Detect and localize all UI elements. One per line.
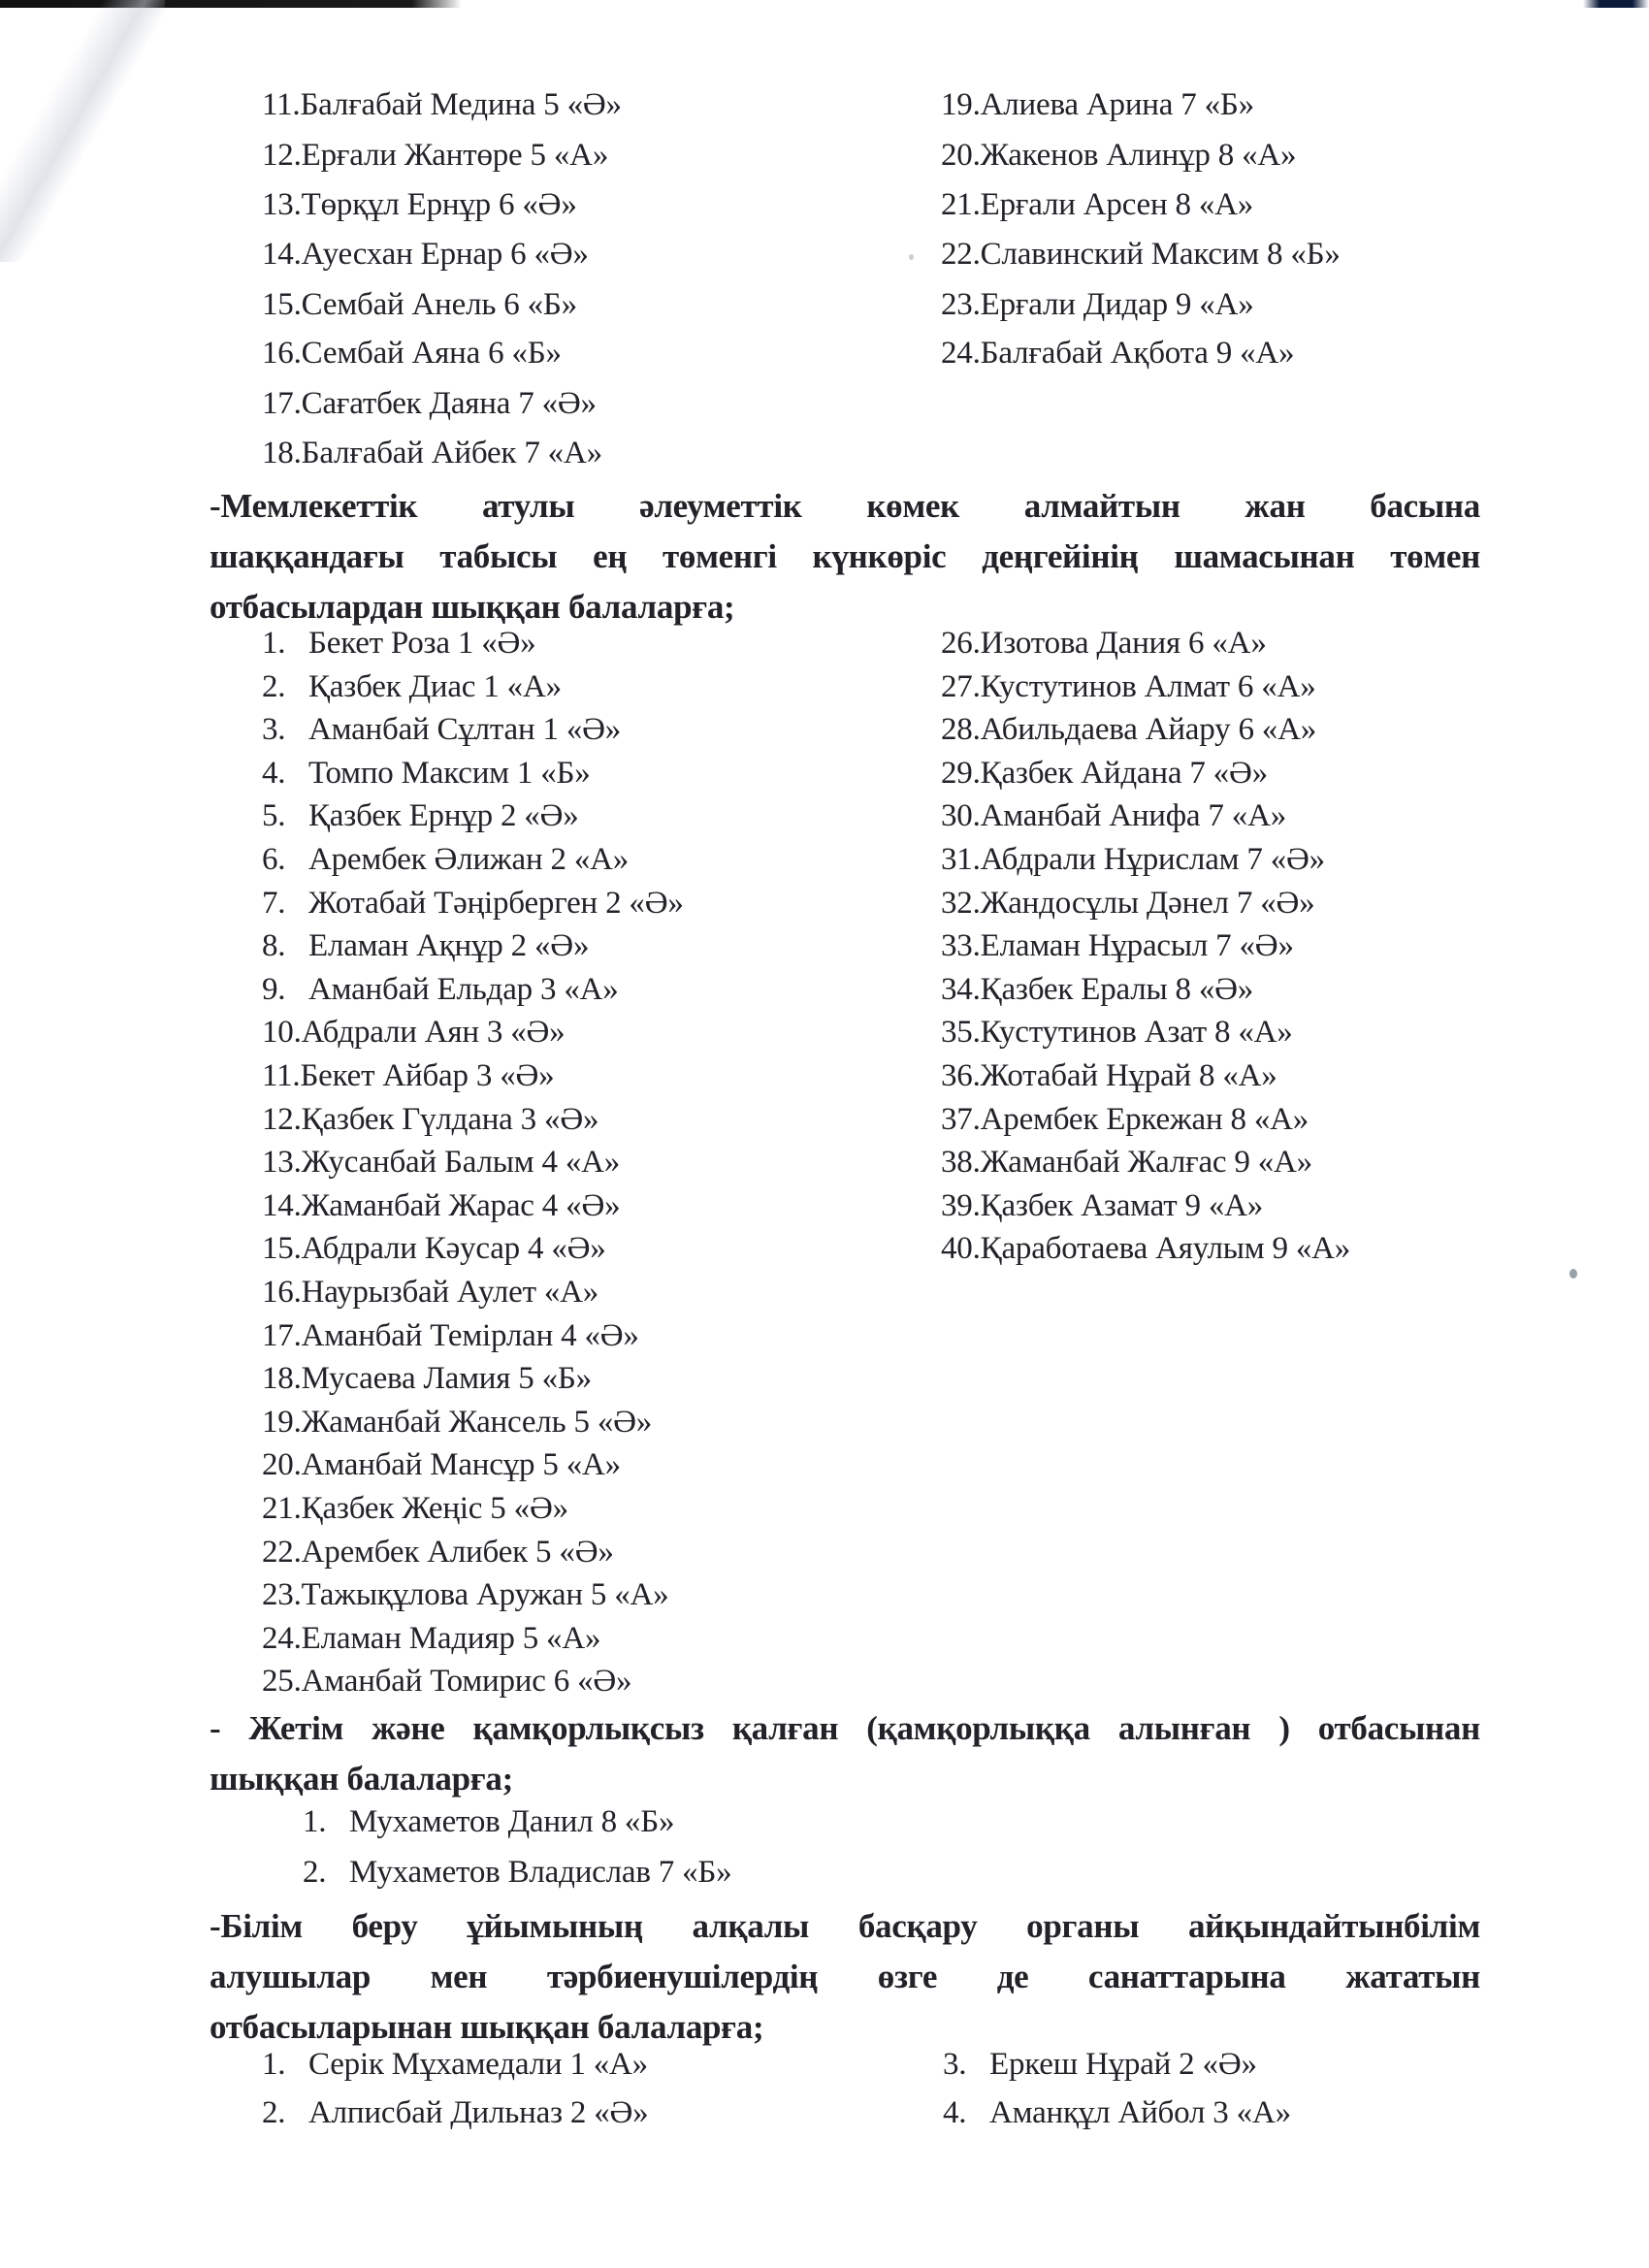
list-item: [941, 926, 1294, 965]
item-text: Еламан Мадияр 5 «А»: [301, 1620, 601, 1656]
item-number: 22.: [262, 1534, 302, 1570]
item-text: Мусаева Ламия 5 «Б»: [301, 1361, 592, 1397]
item-text: Арембек Еркежан 8 «А»: [980, 1101, 1310, 1137]
item-number: 1.: [262, 2047, 286, 2082]
item-text: Жотабай Тәңірберген 2 «Ә»: [308, 885, 684, 921]
item-number: 11.: [262, 1058, 301, 1093]
list-item: [262, 710, 621, 749]
section-heading-orphans: [210, 1703, 1480, 1804]
list-item: [941, 1100, 1309, 1139]
item-number: 18.: [262, 1361, 302, 1397]
item-number: 28.: [941, 712, 981, 748]
item-text: Қазбек Диас 1 «А»: [308, 668, 562, 704]
item-number: 15.: [262, 287, 302, 322]
item-text: Ерғали Жантөре 5 «А»: [301, 138, 609, 173]
list-item: [941, 710, 1316, 749]
item-number: 19.: [262, 1404, 302, 1440]
item-number: 13.: [262, 187, 302, 222]
list-item: [262, 1229, 606, 1268]
list-item: [262, 667, 562, 706]
item-text: Ауесхан Ернар 6 «Ә»: [301, 237, 589, 272]
list-item: [943, 2045, 1257, 2084]
item-number: 24.: [941, 336, 981, 371]
item-text: Томпо Максим 1 «Б»: [308, 755, 591, 791]
list-item: [941, 85, 1254, 124]
item-number: 21.: [941, 187, 981, 222]
list-item: [262, 796, 579, 835]
item-text: Кустутинов Азат 8 «А»: [980, 1015, 1293, 1051]
item-number: 24.: [262, 1620, 302, 1656]
item-text: Қазбек Азамат 9 «А»: [980, 1187, 1264, 1223]
item-number: 20.: [262, 1447, 302, 1483]
list-item: [262, 334, 562, 373]
list-item: [943, 2093, 1291, 2132]
list-item: [262, 1359, 592, 1398]
list-item: [303, 1853, 731, 1892]
list-item: [262, 1143, 620, 1182]
list-item: [262, 1619, 600, 1658]
item-number: 17.: [262, 1317, 302, 1353]
page-fold-shadow: [0, 0, 165, 262]
item-number: 21.: [262, 1491, 302, 1526]
list-item: [941, 136, 1296, 175]
item-text: Қазбек Гүлдана 3 «Ә»: [301, 1101, 599, 1137]
heading-line: -Білім беру ұйымының алқалы басқару органы айқындайтынбілім: [210, 1907, 1480, 1945]
item-number: 25.: [262, 1664, 302, 1700]
item-text: Аманбай Мансұр 5 «А»: [301, 1447, 621, 1483]
item-text: Абдрали Аян 3 «Ә»: [301, 1015, 566, 1051]
item-text: Жотабай Нұрай 8 «А»: [980, 1058, 1277, 1093]
item-number: 12.: [262, 1101, 302, 1137]
list-item: [262, 384, 597, 423]
item-text: Еламан Нұрасыл 7 «Ә»: [980, 928, 1294, 964]
item-number: 27.: [941, 668, 981, 704]
item-number: 10.: [262, 1015, 302, 1051]
item-number: 3.: [943, 2047, 967, 2082]
item-text: Сағатбек Даяна 7 «Ә»: [301, 386, 597, 421]
item-text: Ерғали Дидар 9 «А»: [980, 287, 1254, 322]
item-number: 16.: [262, 1275, 302, 1310]
item-number: 17.: [262, 386, 302, 421]
item-text: Тажықұлова Аружан 5 «А»: [301, 1577, 669, 1613]
item-text: Изотова Дания 6 «А»: [980, 626, 1267, 661]
list-item: [262, 1056, 554, 1095]
list-item: [262, 185, 577, 224]
item-number: 3.: [262, 712, 286, 748]
item-number: 39.: [941, 1187, 981, 1223]
item-number: 23.: [941, 287, 981, 322]
heading-line: шыққан балаларға;: [210, 1760, 513, 1798]
section-heading-low-income: [210, 481, 1480, 632]
item-text: Аманқұл Айбол 3 «А»: [989, 2095, 1291, 2130]
item-text: Жаманбай Жансель 5 «Ә»: [301, 1404, 653, 1440]
heading-line: - Жетім және қамқорлықсыз қалған (қамқорлыққа алынған ) отбасынан: [210, 1709, 1480, 1747]
list-item: [262, 1316, 639, 1355]
list-item: [941, 667, 1316, 706]
item-text: Жандосұлы Дәнел 7 «Ә»: [980, 885, 1315, 921]
item-text: Жаманбай Жалғас 9 «А»: [980, 1145, 1312, 1181]
list-item: [262, 1489, 568, 1528]
item-text: Аманбай Анифа 7 «А»: [980, 798, 1287, 834]
item-number: 4.: [262, 755, 286, 791]
list-item: [262, 2045, 648, 2084]
list-item: [941, 1056, 1277, 1095]
item-text: Аманбай Ельдар 3 «А»: [308, 971, 619, 1007]
list-item: [262, 970, 619, 1009]
item-number: 2.: [303, 1855, 327, 1890]
list-item: [941, 796, 1286, 835]
item-text: Арембек Әлижан 2 «А»: [308, 842, 630, 877]
item-number: 20.: [941, 138, 981, 173]
item-text: Бекет Айбар 3 «Ә»: [300, 1058, 555, 1093]
list-item: [941, 1186, 1263, 1225]
item-number: 23.: [262, 1577, 302, 1613]
list-item: [262, 840, 629, 879]
item-number: 7.: [262, 885, 286, 921]
item-number: 35.: [941, 1015, 981, 1051]
list-item: [262, 1662, 631, 1701]
list-item: [262, 754, 591, 793]
item-text: Славинский Максим 8 «Б»: [980, 237, 1341, 272]
heading-line: алушылар мен тәрбиенушілердің өзге де санаттарына жататын: [210, 1958, 1480, 1995]
item-number: 11.: [262, 87, 301, 122]
list-item: [262, 85, 622, 124]
item-text: Мухаметов Владислав 7 «Б»: [349, 1855, 732, 1890]
item-text: Еламан Ақнұр 2 «Ә»: [308, 928, 590, 964]
item-number: 12.: [262, 138, 302, 173]
item-text: Балғабай Айбек 7 «А»: [301, 436, 602, 470]
item-text: Аманбай Сұлтан 1 «Ә»: [308, 712, 622, 748]
item-text: Абильдаева Айару 6 «А»: [980, 712, 1317, 748]
scan-speck: [909, 254, 914, 260]
list-item: [262, 2093, 648, 2132]
list-item: [262, 434, 602, 472]
list-item: [941, 970, 1253, 1009]
item-number: 14.: [262, 237, 302, 272]
item-number: 2.: [262, 668, 286, 704]
item-text: Еркеш Нұрай 2 «Ә»: [989, 2047, 1257, 2082]
item-number: 6.: [262, 842, 286, 877]
list-item: [941, 884, 1314, 923]
list-item: [941, 1229, 1350, 1268]
list-item: [941, 334, 1294, 373]
item-number: 16.: [262, 336, 302, 371]
list-item: [262, 136, 608, 175]
item-text: Наурызбай Аулет «А»: [301, 1275, 599, 1310]
item-text: Балғабай Ақбота 9 «А»: [980, 336, 1295, 371]
item-number: 9.: [262, 971, 286, 1007]
list-item: [941, 754, 1268, 793]
item-text: Аманбай Темірлан 4 «Ә»: [301, 1317, 639, 1353]
item-number: 36.: [941, 1058, 981, 1093]
list-item: [262, 926, 589, 965]
item-number: 15.: [262, 1231, 302, 1267]
list-item: [262, 624, 535, 663]
item-text: Алиева Арина 7 «Б»: [980, 87, 1254, 122]
item-number: 40.: [941, 1231, 981, 1267]
item-number: 4.: [943, 2095, 967, 2130]
item-number: 38.: [941, 1145, 981, 1181]
item-text: Абдрали Кәусар 4 «Ә»: [301, 1231, 606, 1267]
item-number: 34.: [941, 971, 981, 1007]
list-item: [262, 1100, 598, 1139]
list-item: [941, 1013, 1293, 1052]
item-number: 37.: [941, 1101, 981, 1137]
item-number: 22.: [941, 237, 981, 272]
section-heading-other: [210, 1901, 1480, 2053]
item-number: 1.: [262, 626, 286, 661]
list-item: [262, 1013, 566, 1052]
item-text: Жакенов Алинұр 8 «А»: [980, 138, 1297, 173]
item-text: Қазбек Айдана 7 «Ә»: [980, 755, 1268, 791]
list-item: [303, 1802, 674, 1841]
list-item: [262, 285, 577, 324]
list-item: [262, 1273, 598, 1312]
item-text: Алписбай Дильназ 2 «Ә»: [308, 2095, 649, 2130]
item-text: Қазбек Жеңіс 5 «Ә»: [301, 1491, 568, 1526]
item-text: Қазбек Ернұр 2 «Ә»: [308, 798, 579, 834]
item-text: Аманбай Томирис 6 «Ә»: [301, 1664, 632, 1700]
item-number: 2.: [262, 2095, 286, 2130]
list-item: [941, 285, 1254, 324]
item-text: Балғабай Медина 5 «Ә»: [300, 87, 622, 122]
scan-edge-artifact: [0, 0, 1649, 8]
item-text: Арембек Алибек 5 «Ә»: [301, 1534, 614, 1570]
item-number: 26.: [941, 626, 981, 661]
list-item: [262, 884, 684, 923]
item-text: Кустутинов Алмат 6 «А»: [980, 668, 1316, 704]
list-item: [941, 840, 1325, 879]
item-text: Мухаметов Данил 8 «Б»: [349, 1804, 675, 1839]
heading-line: отбасылардан шыққан балаларға;: [210, 588, 735, 626]
item-number: 14.: [262, 1187, 302, 1223]
list-item: [941, 235, 1341, 274]
item-text: Жусанбай Балым 4 «А»: [301, 1145, 621, 1181]
list-item: [262, 1533, 614, 1571]
list-item: [941, 1143, 1312, 1182]
item-text: Жаманбай Жарас 4 «Ә»: [301, 1187, 621, 1223]
list-item: [941, 624, 1267, 663]
item-number: 30.: [941, 798, 981, 834]
item-text: Серік Мұхамедали 1 «А»: [308, 2047, 648, 2082]
item-number: 8.: [262, 928, 286, 964]
heading-line: -Мемлекеттік атулы әлеуметтік көмек алмайтын жан басына: [210, 487, 1480, 525]
item-number: 13.: [262, 1145, 302, 1181]
item-text: Қазбек Ералы 8 «Ә»: [980, 971, 1254, 1007]
list-item: [262, 1575, 668, 1614]
list-item: [262, 235, 589, 274]
item-text: Ерғали Арсен 8 «А»: [980, 187, 1254, 222]
item-text: Сембай Анель 6 «Б»: [301, 287, 577, 322]
list-item: [262, 1186, 620, 1225]
item-text: Сембай Аяна 6 «Б»: [301, 336, 562, 371]
item-text: Қаработаева Аяулым 9 «А»: [980, 1231, 1351, 1267]
item-number: 1.: [303, 1804, 327, 1839]
heading-line: отбасыларынан шыққан балаларға;: [210, 2008, 764, 2046]
item-number: 29.: [941, 755, 981, 791]
heading-line: шаққандағы табысы ең төменгі күнкөріс деңгейінің шамасынан төмен: [210, 537, 1480, 575]
item-number: 19.: [941, 87, 981, 122]
scan-speck: [1569, 1269, 1577, 1279]
item-text: Бекет Роза 1 «Ә»: [308, 626, 536, 661]
item-number: 33.: [941, 928, 981, 964]
item-text: Төрқұл Ернұр 6 «Ә»: [301, 187, 577, 222]
list-item: [262, 1403, 652, 1442]
item-number: 32.: [941, 885, 981, 921]
item-text: Абдрали Нұрислам 7 «Ә»: [980, 842, 1325, 877]
item-number: 5.: [262, 798, 286, 834]
item-number: 18.: [262, 436, 302, 470]
item-number: 31.: [941, 842, 981, 877]
list-item: [262, 1445, 621, 1484]
list-item: [941, 185, 1253, 224]
